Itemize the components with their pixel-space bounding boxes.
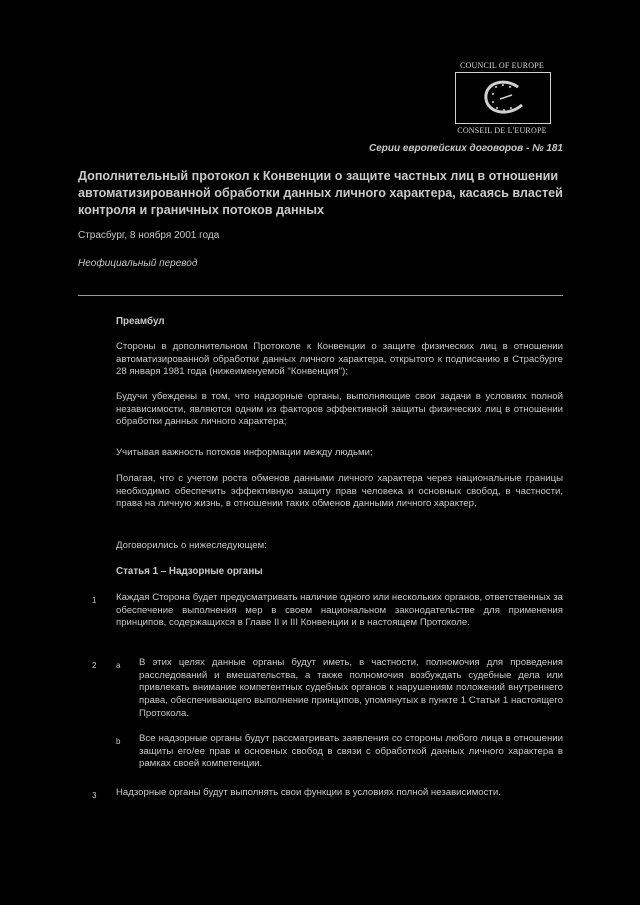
article-item-text: Надзорные органы будут выполнять свои функции в условиях полной независимости. [116,787,501,798]
item-number: 3 [92,791,97,800]
item-number: 1 [92,596,97,605]
document-title: Дополнительный протокол к Конвенции о защите частных лиц в отношении автоматизированной обработки данных личного характера, касаясь властей контроля и граничных потоков данных [78,169,563,217]
preamble-paragraph: Учитывая важность потоков информации между людьми; [116,447,373,458]
preamble-paragraph: Полагая, что с учетом роста обменов данными личного характера через национальные границы необходимо обеспечить эффективную защиту прав человека и основных свобод, в частности, права на личную жизнь, в отношении таких обменов данными личного характер, [116,473,563,510]
divider [78,295,563,296]
unofficial-translation-note: Неофициальный перевод [78,258,198,269]
logo-bottom-text: CONSEIL DE L'EUROPE [457,126,547,135]
document-date: Страсбург, 8 ноября 2001 года [78,230,220,241]
sub-item-letter: a [116,661,121,670]
preamble-paragraph: Будучи убеждены в том, что надзорные органы, выполняющие свои задачи в условиях полной независимости, являются одним из факторов эффективной защиты физических лиц в отношении обработки данных личного характера; [116,391,563,428]
preamble-heading: Преамбул [116,316,165,327]
council-of-europe-logo [455,72,551,124]
treaty-series: Серии европейских договоров - № 181 [368,143,563,154]
article-heading: Статья 1 – Надзорные органы [116,566,263,577]
sub-item-text: Все надзорные органы будут рассматривать заявления со стороны любого лица в отношении защиты его/ее прав и основных свобод в связи с обработкой данных личного характера в рамках своей компетенции. [139,733,563,770]
logo-emblem-icon [456,73,550,123]
item-number: 2 [92,661,97,670]
article-item-text: Каждая Сторона будет предусматривать наличие одного или нескольких органов, ответственных за обеспечение выполнения мер в своем национальном законодательстве для применения принципов, содержащихся в Главе II и III Конвенции и в настоящем Протоколе. [116,592,563,629]
preamble-paragraph: Договорились о нижеследующем: [116,540,267,551]
sub-item-text: В этих целях данные органы будут иметь, в частности, полномочия для проведения расследований и вмешательства, а также полномочия возбуждать судебные дела или привлекать внимание компетентных судебных органов к нарушениям положений внутреннего права, обеспечивающего выполнение принципов, упомянутых в пункте 1 Статьи 1 настоящего Протокола. [139,657,563,719]
logo-top-text: COUNCIL OF EUROPE [460,61,544,70]
preamble-paragraph: Стороны в дополнительном Протоколе к Конвенции о защите физических лиц в отношении автоматизированной обработки данных личного характера, открытого к подписанию в Страсбурге 28 января 1981 года (нижеименуемой "Конвенция"); [116,341,563,378]
sub-item-letter: b [116,737,121,746]
